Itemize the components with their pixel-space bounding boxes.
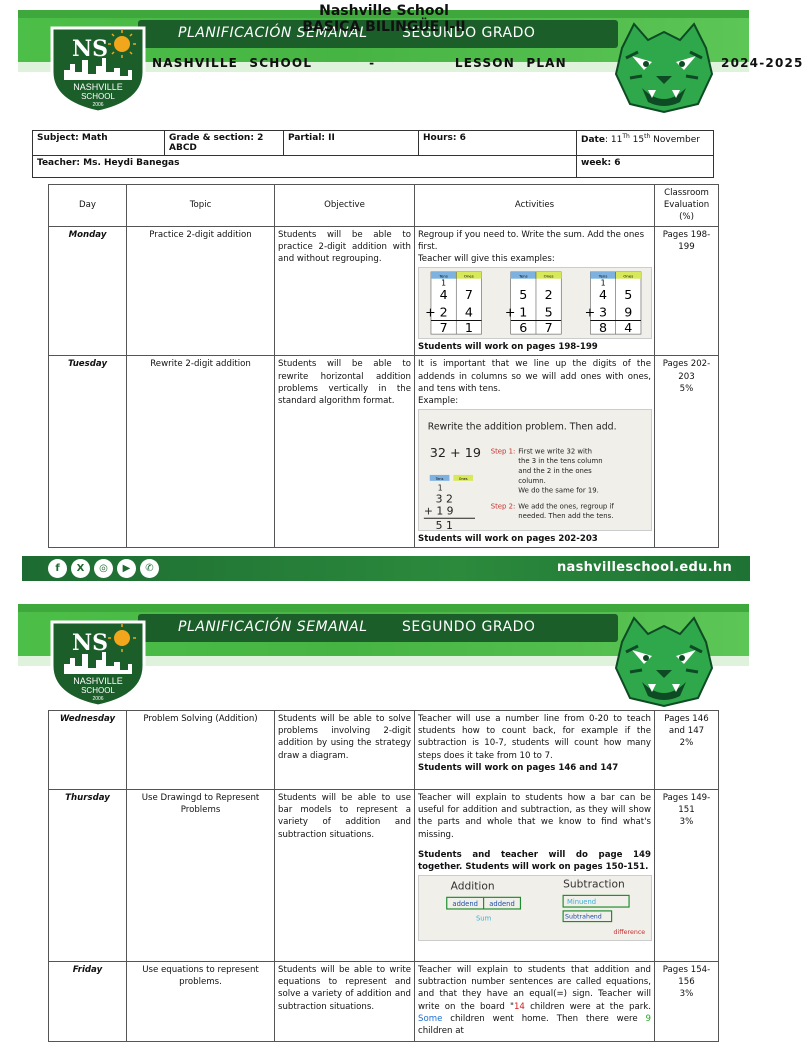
hours-cell [419, 131, 577, 156]
svg-text:Ones: Ones [623, 273, 634, 279]
monday-topic: Practice 2-digit addition [127, 226, 275, 356]
col-topic: Topic [127, 185, 275, 227]
friday-act-2: children were at the park. [524, 1001, 651, 1012]
partial-cell [284, 131, 419, 156]
svg-text:1: 1 [519, 304, 528, 320]
wednesday-day: Wednesday [49, 711, 127, 790]
facebook-icon[interactable]: f [48, 559, 67, 578]
svg-text:Ones: Ones [458, 477, 468, 482]
svg-text:Minuend: Minuend [567, 898, 597, 907]
logo-text-year: 2006 [92, 102, 104, 108]
youtube-icon[interactable]: ▶ [117, 559, 136, 578]
svg-text:Tens: Tens [519, 273, 528, 279]
grade-section-cell [165, 131, 284, 156]
tuesday-act-2: Example: [418, 396, 459, 407]
monday-act-3: Students will work on pages 198-199 [418, 342, 598, 353]
teacher-cell [33, 156, 577, 178]
logo2-monogram: NS [72, 630, 108, 656]
grade-title-2: SEGUNDO GRADO [402, 619, 536, 635]
monday-act-1: Regroup if you need to. Write the sum. Add the ones first. [418, 229, 645, 252]
week: week: 6 [581, 158, 621, 168]
col-activities: Activities [415, 185, 655, 227]
date-value-3: November [650, 135, 700, 145]
svg-text:and the 2 in the ones: and the 2 in the ones [518, 467, 592, 476]
svg-text:+: + [584, 304, 596, 320]
svg-text:3 2: 3 2 [435, 492, 453, 506]
friday-objective: Students will be able to write equations to represent and solve a variety of addition and subtraction situations. [275, 962, 415, 1042]
friday-act-1: Teacher will explain to students that addition and subtraction number sentences are called equations, and that they have an equal(=) sign. Teacher will write on the board " [418, 965, 651, 1012]
date-sup-2: th [644, 133, 651, 140]
table-header-row [49, 185, 719, 227]
svg-text:Sum: Sum [476, 914, 492, 923]
svg-text:First we write 32 with: First we write 32 with [518, 447, 592, 456]
partial: Partial: II [288, 133, 335, 143]
svg-text:Tens: Tens [435, 477, 444, 482]
wednesday-activities [415, 711, 655, 790]
svg-text:6: 6 [519, 320, 528, 336]
tuesday-act-1: It is important that we line up the digits of the addends in columns so we will add ones with ones, and tens with tens. [418, 359, 651, 394]
svg-text:5: 5 [624, 287, 633, 303]
svg-text:Step 2:: Step 2: [490, 502, 516, 511]
friday-topic: Use equations to represent problems. [127, 962, 275, 1042]
wednesday-eval-pages: Pages 146 and 147 [664, 714, 709, 737]
svg-text:2: 2 [544, 287, 553, 303]
date-sup-1: Th [622, 133, 630, 140]
tuesday-day: Tuesday [49, 356, 127, 548]
svg-text:8: 8 [599, 320, 608, 336]
friday-some: Some [418, 1013, 443, 1024]
tiger-mascot-icon [612, 18, 716, 114]
svg-text:4: 4 [599, 287, 608, 303]
svg-text:5 1: 5 1 [435, 519, 453, 533]
wednesday-act-2: Students will work on pages 146 and 147 [418, 762, 619, 773]
school-logo [42, 22, 154, 114]
logo2-text-year: 2006 [92, 696, 104, 702]
svg-text:We add the ones, regroup if: We add the ones, regroup if [518, 502, 614, 511]
subject-cell [33, 131, 165, 156]
page-footer [22, 556, 750, 581]
subject: Subject: Math [37, 133, 108, 143]
friday-eval-percent: 3% [679, 989, 694, 1000]
monday-addition-examples-figure [418, 267, 652, 339]
svg-text:Ones: Ones [543, 273, 554, 279]
col-day: Day [49, 185, 127, 227]
grade-section: Grade & section: 2 ABCD [169, 133, 264, 153]
whatsapp-icon[interactable]: ✆ [140, 559, 159, 578]
svg-text:Rewrite the addition problem.: Rewrite the addition problem. Then add. [427, 421, 617, 433]
svg-text:We do the same for 19.: We do the same for 19. [518, 486, 599, 495]
monday-objective: Students will be able to practice 2-digit addition with and without regrouping. [275, 226, 415, 356]
svg-text:Step 1:: Step 1: [490, 447, 516, 456]
tuesday-evaluation [655, 356, 719, 548]
wednesday-objective: Students will be able to solve problems involving 2-digit addition by using the strategy draw a diagram. [275, 711, 415, 790]
svg-text:32 + 19: 32 + 19 [429, 446, 482, 462]
friday-day: Friday [49, 962, 127, 1042]
lesson-line-sep-1: - [369, 56, 376, 70]
banner2-stripe-top [18, 604, 749, 612]
tuesday-topic: Rewrite 2-digit addition [127, 356, 275, 548]
svg-text:7: 7 [439, 320, 448, 336]
svg-text:Ones: Ones [463, 273, 474, 279]
svg-text:1: 1 [464, 320, 473, 336]
svg-text:addend: addend [489, 900, 515, 909]
monday-day: Monday [49, 226, 127, 356]
monday-act-2: Teacher will give this examples: [418, 254, 555, 265]
svg-text:9: 9 [624, 304, 633, 320]
date-value: : 11 [604, 135, 623, 145]
svg-text:+: + [425, 304, 436, 320]
monday-activities [415, 226, 655, 356]
table-row-wednesday [49, 711, 719, 790]
date-cell [577, 131, 714, 156]
tuesday-eval-pages: Pages 202-203 [662, 359, 711, 382]
friday-act-4: children at [418, 1026, 464, 1037]
svg-text:addend: addend [452, 900, 478, 909]
svg-text:+ 1 9: + 1 9 [423, 504, 454, 518]
monday-evaluation: Pages 198-199 [655, 226, 719, 356]
school-name: Nashville School [319, 3, 449, 19]
svg-text:the 3 in the tens column: the 3 in the tens column [518, 457, 603, 466]
svg-text:4: 4 [464, 304, 473, 320]
tuesday-objective: Students will be able to rewrite horizontal addition problems vertically in the standard algorithm format. [275, 356, 415, 548]
weekly-plan-title-2: PLANIFICACIÓN SEMANAL [178, 619, 368, 635]
thursday-topic: Use Drawingd to Represent Problems [127, 790, 275, 962]
lesson-line-school: NASHVILLE SCHOOL [152, 56, 313, 70]
svg-text:2: 2 [439, 304, 448, 320]
weekly-plan-title: PLANIFICACIÓN SEMANAL [178, 25, 368, 41]
svg-text:+: + [504, 304, 516, 320]
wednesday-topic: Problem Solving (Addition) [127, 711, 275, 790]
svg-text:5: 5 [544, 304, 553, 320]
social-icons [48, 559, 159, 578]
thursday-activities [415, 790, 655, 962]
logo-text-nashville: NASHVILLE [73, 82, 123, 92]
friday-activities [415, 962, 655, 1042]
svg-text:Tens: Tens [439, 273, 448, 279]
logo2-text-school: SCHOOL [81, 686, 115, 695]
thursday-objective: Students will be able to use bar models to represent a variety of addition and subtraction situations. [275, 790, 415, 962]
thursday-day: Thursday [49, 790, 127, 962]
friday-number-14: 14 [513, 1001, 525, 1012]
lesson-info-table [32, 130, 714, 178]
tuesday-act-3: Students will work on pages 202-203 [418, 534, 598, 545]
friday-number-9: 9 [645, 1013, 651, 1024]
school-website-link[interactable]: nashvilleschool.edu.hn [556, 560, 732, 575]
tuesday-rewrite-addition-figure [418, 409, 652, 531]
instagram-icon[interactable]: ◎ [94, 559, 113, 578]
tuesday-eval-percent: 5% [679, 383, 694, 394]
svg-text:Subtrahend: Subtrahend [565, 913, 602, 921]
friday-act-3: children went home. Then there were [442, 1013, 646, 1024]
lesson-line-year: 2024-2025 [721, 56, 804, 70]
lesson-plan-table-1 [48, 184, 719, 548]
table-row-tuesday [49, 356, 719, 548]
svg-text:7: 7 [464, 287, 473, 303]
svg-text:Subtraction: Subtraction [563, 877, 625, 891]
svg-text:7: 7 [544, 320, 553, 336]
col-objective: Objective [275, 185, 415, 227]
thursday-eval-percent: 3% [679, 817, 694, 828]
teacher: Teacher: Ms. Heydi Banegas [37, 158, 180, 168]
friday-evaluation [655, 962, 719, 1042]
svg-text:4: 4 [439, 287, 448, 303]
svg-text:4: 4 [624, 320, 633, 336]
table-row-thursday [49, 790, 719, 962]
wednesday-evaluation [655, 711, 719, 790]
table-row-friday [49, 962, 719, 1042]
svg-text:5: 5 [519, 287, 528, 303]
date-label: Date [581, 135, 605, 145]
svg-text:3: 3 [599, 304, 608, 320]
friday-eval-pages: Pages 154-156 [662, 965, 711, 988]
logo-monogram: NS [72, 36, 108, 62]
table-row-monday [49, 226, 719, 356]
wednesday-eval-percent: 2% [679, 738, 694, 749]
svg-text:1: 1 [441, 278, 447, 288]
logo2-text-nashville: NASHVILLE [73, 676, 123, 686]
svg-text:1: 1 [600, 278, 606, 288]
tiger-mascot-icon-2 [612, 612, 716, 708]
svg-text:Addition: Addition [450, 879, 495, 893]
logo-text-school: SCHOOL [81, 92, 115, 101]
school-subtitle: BASICA BILINGÜE I-II [302, 19, 466, 35]
svg-text:difference: difference [613, 929, 646, 937]
svg-text:Tens: Tens [598, 273, 608, 279]
wednesday-act-1: Teacher will use a number line from 0-20 to teach students how to count back, for example if the subtraction is 10-7, students will count how many steps does it take from 10 to 7. [418, 714, 651, 761]
week-cell [577, 156, 714, 178]
date-value-2: 15 [629, 135, 645, 145]
school-logo-2 [42, 616, 154, 708]
lesson-line-plan: LESSON PLAN [454, 56, 567, 70]
grade-title: SEGUNDO GRADO [402, 25, 536, 41]
lesson-plan-table-2 [48, 710, 719, 1042]
thursday-act-2: Students and teacher will do page 149 together. Students will work on pages 150-151. [418, 849, 651, 873]
svg-text:1: 1 [437, 483, 443, 493]
x-twitter-icon[interactable]: X [71, 559, 90, 578]
svg-text:needed. Then add the tens.: needed. Then add the tens. [518, 512, 614, 521]
thursday-eval-pages: Pages 149-151 [662, 793, 711, 816]
thursday-bar-model-figure [418, 875, 652, 941]
col-evaluation: Classroom Evaluation (%) [655, 185, 719, 227]
thursday-act-1: Teacher will explain to students how a bar can be useful for addition and subtraction, as they will show the parts and whole that we know to find what's missing. [418, 793, 651, 840]
svg-text:column.: column. [518, 477, 546, 486]
thursday-evaluation [655, 790, 719, 962]
hours: Hours: 6 [423, 133, 466, 143]
tuesday-activities [415, 356, 655, 548]
